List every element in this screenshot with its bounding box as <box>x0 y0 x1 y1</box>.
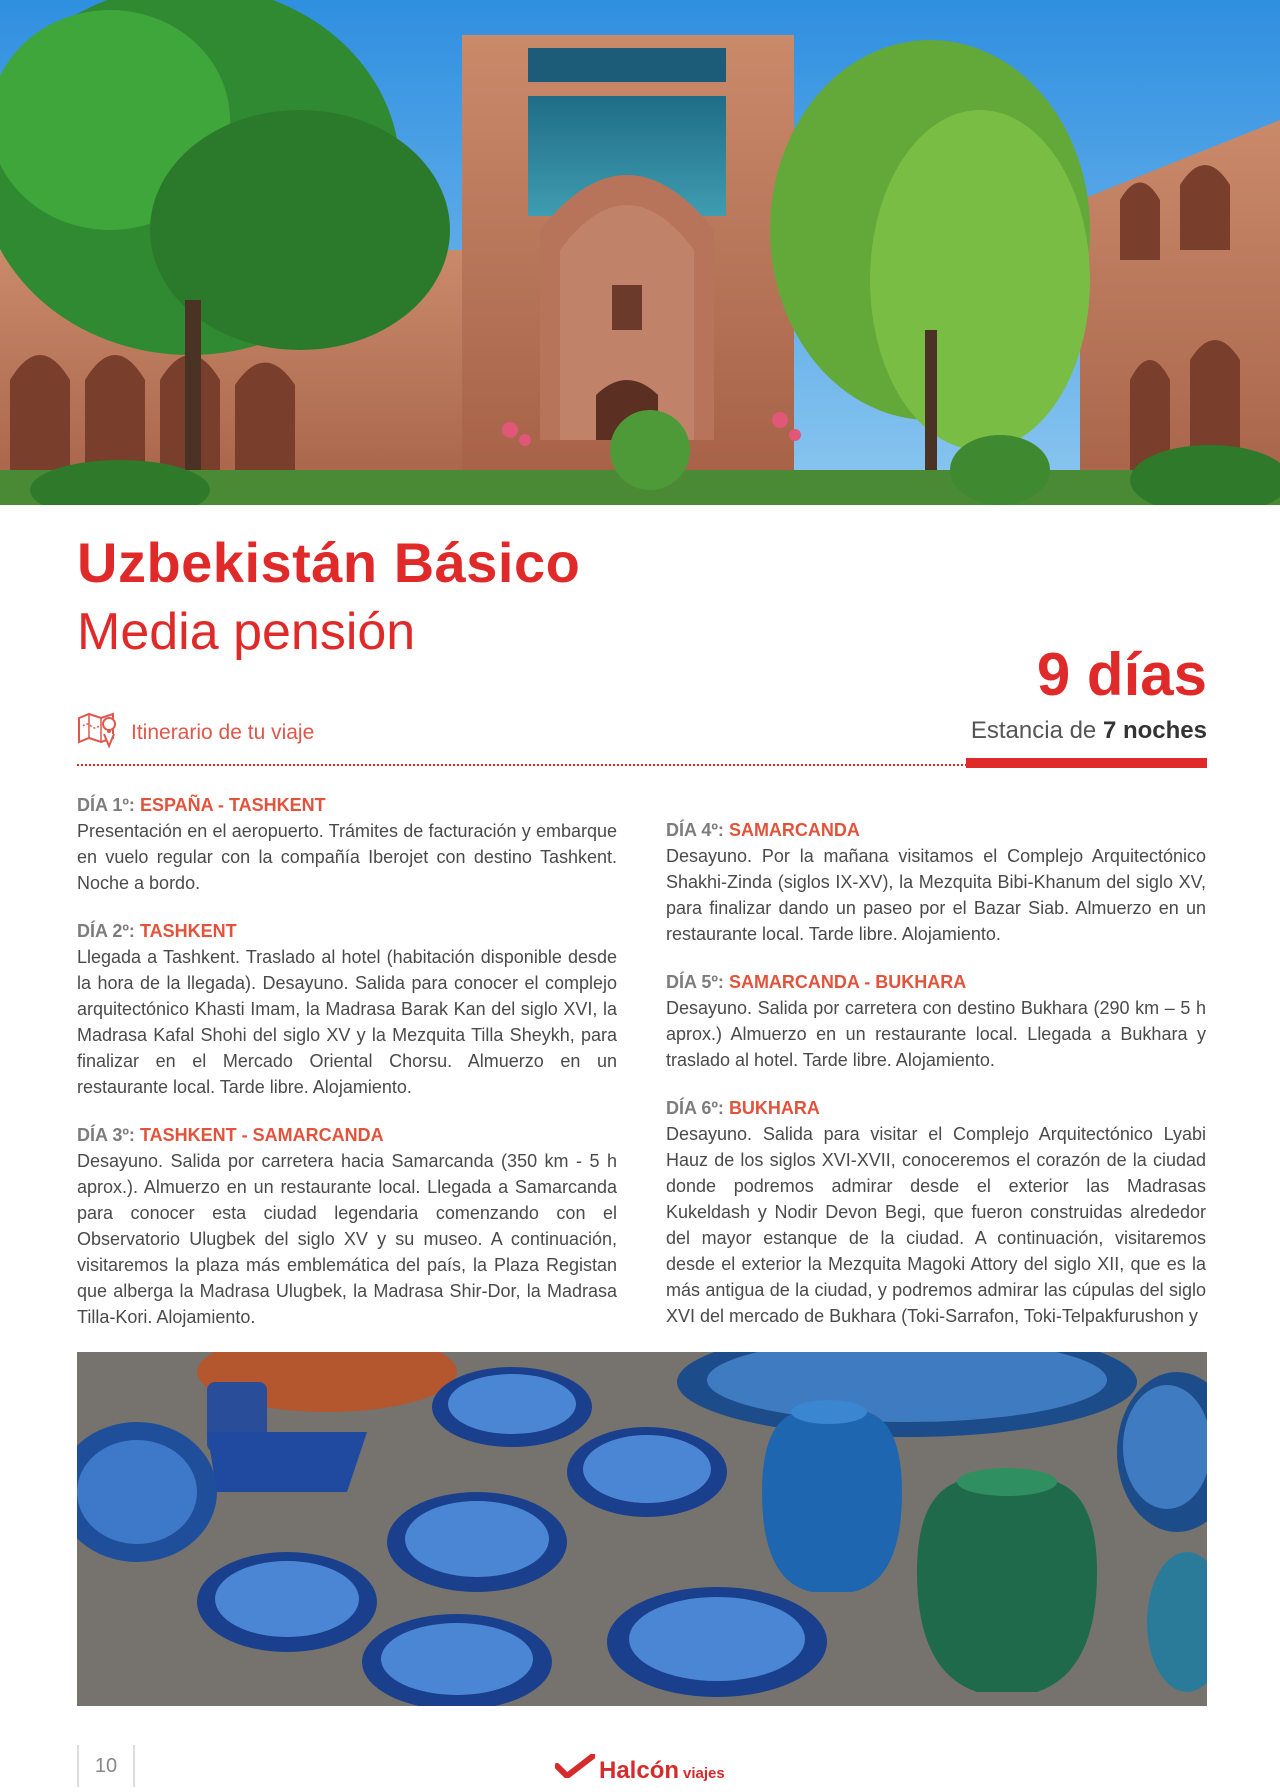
day-entry <box>77 918 617 1100</box>
day-heading: DÍA 1º: ESPAÑA - TASHKENT <box>77 795 326 815</box>
stay-info <box>971 717 1207 745</box>
day-heading: DÍA 2º: TASHKENT <box>77 921 237 941</box>
ceramics-photo <box>77 1352 1207 1706</box>
trip-duration: 9 días <box>1036 641 1207 708</box>
day-heading: DÍA 4º: SAMARCANDA <box>666 820 860 840</box>
brand-name: Halcón <box>599 1757 680 1784</box>
brand-check-icon <box>555 1754 595 1783</box>
stay-prefix: Estancia de <box>970 717 1097 744</box>
day-description: Presentación en el aeropuerto. Trámites de facturación y embarque en vuelo regular con la compañía Iberojet con destino Tashkent. Noche a bordo. <box>77 821 617 893</box>
brand-sub: viajes <box>683 1765 725 1782</box>
day-heading: DÍA 5º: SAMARCANDA - BUKHARA <box>666 972 967 992</box>
day-description: Llegada a Tashkent. Traslado al hotel (habitación disponible desde la hora de la llegada). Desayuno. Salida para conocer el complejo arquitectónico Khasti Imam, la Madrasa Barak Kan del siglo XVI, la Madrasa Kafal Shohi del siglo XV y la Mezquita Tilla Sheykh, para finalizar en el Mercado Oriental Chorsu. Almuerzo en un restaurante local. Tarde libre. Alojamiento. <box>77 947 617 1097</box>
page-subtitle: Media pensión <box>77 603 416 661</box>
day-description: Desayuno. Salida por carretera con destino Bukhara (290 km – 5 h aprox.) Almuerzo en un restaurante local. Llegada a Bukhara y traslado al hotel. Tarde libre. Alojamiento. <box>666 998 1206 1070</box>
day-description: Desayuno. Por la mañana visitamos el Complejo Arquitectónico Shakhi-Zinda (siglos IX-XV), la Mezquita Bibi-Khanum del siglo XV, para finalizar dando un paseo por el Bazar Siab. Almuerzo en un restaurante local. Tarde libre. Alojamiento. <box>666 846 1206 944</box>
day-entry <box>666 817 1206 947</box>
itinerary-label: Itinerario de tu viaje <box>131 720 315 744</box>
day-heading: DÍA 6º: BUKHARA <box>666 1098 820 1118</box>
page-number: 10 <box>77 1745 135 1787</box>
day-heading: DÍA 3º: TASHKENT - SAMARCANDA <box>77 1125 384 1145</box>
stay-underline <box>966 758 1207 768</box>
page-title: Uzbekistán Básico <box>77 531 581 594</box>
section-divider <box>77 764 1207 766</box>
day-description: Desayuno. Salida para visitar el Complejo Arquitectónico Lyabi Hauz de los siglos XVI-XVII, conoceremos el corazón de la ciudad donde podremos admirar desde el exterior las Madrasas Kukeldash y Nodir Devon Begi, que fueron construidas alrededor del mayor estanque de la ciudad. A continuación, visitaremos desde el exterior la Mezquita Magoki Attory del siglo XII, que es la más antigua de la ciudad, y podremos admirar las cúpulas del siglo XVI del mercado de Bukhara (Toki-Sarrafon, Toki-Telpakfurushon y <box>666 1124 1206 1326</box>
day-description: Desayuno. Salida por carretera hacia Samarcanda (350 km - 5 h aprox.). Almuerzo en un restaurante local. Llegada a Samarcanda para conocer esta ciudad legendaria comenzando con el Observatorio Ulugbek del siglo XV y su museo. A continuación, visitaremos la plaza más emblemática del país, la Plaza Registan que alberga la Madrasa Ulugbek, la Madrasa Shir-Dor, la Madrasa Tilla-Kori. Alojamiento. <box>77 1151 617 1327</box>
day-entry <box>77 1122 617 1330</box>
hero-image <box>0 0 1280 505</box>
brand-logo <box>555 1754 725 1783</box>
day-entry <box>666 969 1206 1073</box>
itinerary-heading <box>77 710 314 755</box>
map-pin-icon <box>77 710 119 755</box>
itinerary-column-right <box>666 817 1206 1333</box>
day-entry <box>77 792 617 896</box>
itinerary-column-left <box>77 792 617 1352</box>
stay-nights: 7 noches <box>1102 717 1207 744</box>
day-entry <box>666 1095 1206 1329</box>
